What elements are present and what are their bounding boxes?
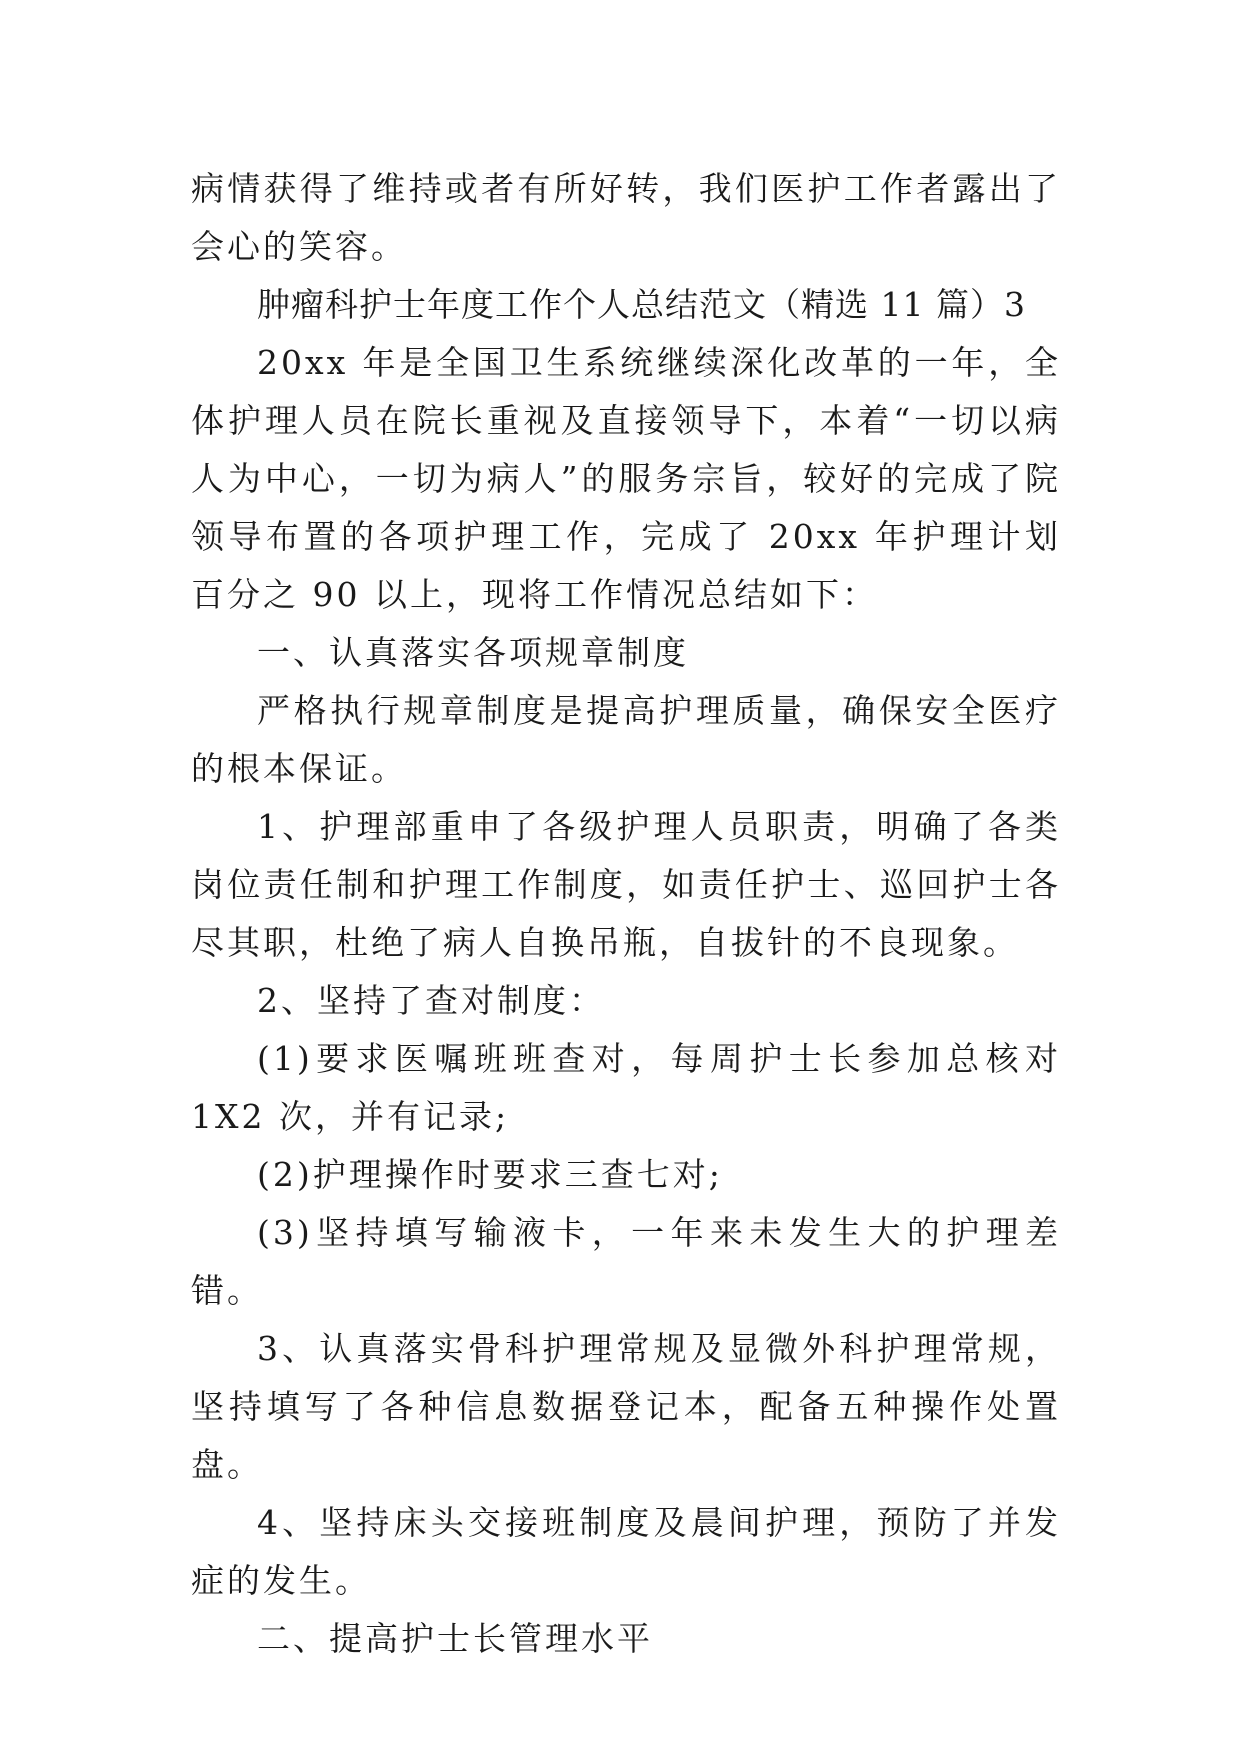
paragraph-rules: 严格执行规章制度是提高护理质量，确保安全医疗的根本保证。 [191, 691, 1061, 788]
section-title: 肿瘤科护士年度工作个人总结范文（精选 11 篇）3 [257, 285, 1026, 324]
heading-one: 一、认真落实各项规章制度 [257, 633, 689, 672]
document-body [191, 160, 1061, 1668]
list-item-3: 3、认真落实骨科护理常规及显微外科护理常规，坚持填写了各种信息数据登记本，配备五种操作处置盘。 [191, 1329, 1061, 1484]
list-item-2: 2、坚持了查对制度： [257, 981, 605, 1020]
intro-paragraph: 20xx 年是全国卫生系统继续深化改革的一年，全体护理人员在院长重视及直接领导下，本着“一切以病人为中心，一切为病人”的服务宗旨，较好的完成了院领导布置的各项护理工作，完成了 20xx 年护理计划百分之 90 以上，现将工作情况总结如下： [191, 343, 1061, 614]
paragraph-continuation: 病情获得了维持或者有所好转，我们医护工作者露出了会心的笑容。 [191, 169, 1061, 266]
sub-item-2: (2)护理操作时要求三查七对; [257, 1155, 723, 1194]
sub-item-1: (1)要求医嘱班班查对，每周护士长参加总核对 1X2 次，并有记录; [191, 1039, 1061, 1136]
sub-item-3: (3)坚持填写输液卡，一年来未发生大的护理差错。 [191, 1213, 1061, 1310]
list-item-4: 4、坚持床头交接班制度及晨间护理，预防了并发症的发生。 [191, 1503, 1061, 1600]
heading-two: 二、提高护士长管理水平 [257, 1619, 653, 1658]
list-item-1: 1、护理部重申了各级护理人员职责，明确了各类岗位责任制和护理工作制度，如责任护士、巡回护士各尽其职，杜绝了病人自换吊瓶，自拔针的不良现象。 [191, 807, 1061, 962]
